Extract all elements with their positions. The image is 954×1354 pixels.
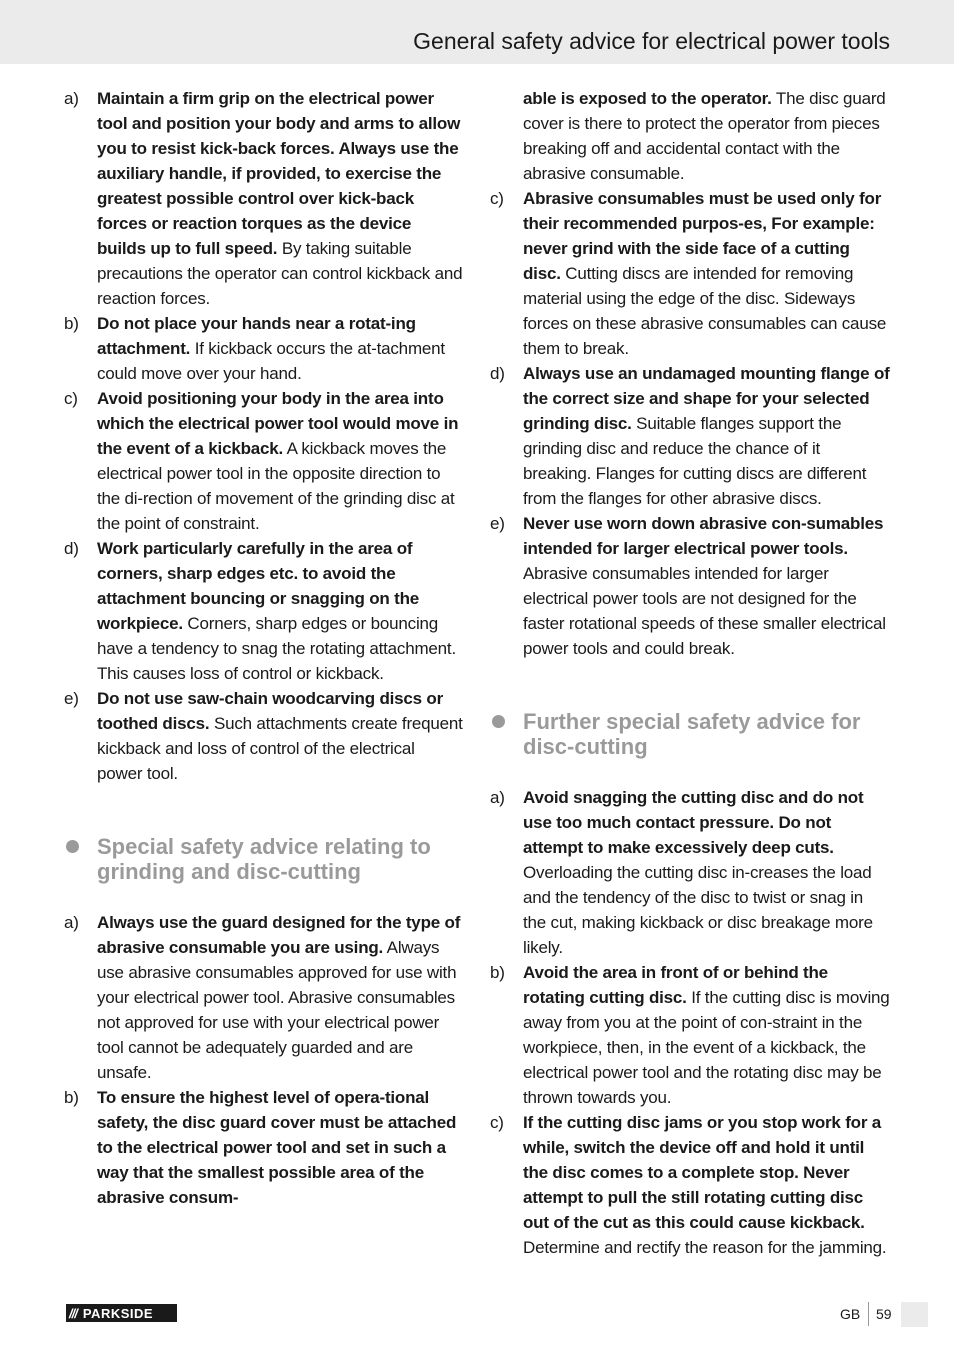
bullet-icon	[492, 715, 505, 728]
footer-divider	[868, 1302, 869, 1326]
language-code: GB	[840, 1306, 861, 1322]
item-text: A kickback moves the electrical power tool in the opposite direction to the di-rection of movement of the grinding disc at the point of constraint.	[97, 439, 455, 533]
list-item	[64, 1085, 464, 1210]
bullet-icon	[66, 840, 79, 853]
item-text: If the cutting disc is moving away from you at the point of con-straint in the workpiece, then, in the event of a kickback, the electrical power tool and the rotating disc may be thrown towards you.	[523, 988, 890, 1107]
list-item	[490, 186, 890, 361]
item-text: Corners, sharp edges or bouncing have a tendency to snag the rotating attachment. This causes loss of control or kickback.	[97, 614, 456, 683]
item-bold-text: Avoid positioning your body in the area into which the electrical power tool would move in the event of a kickback.	[97, 389, 459, 458]
item-letter: c)	[490, 189, 504, 208]
item-text: Suitable flanges support the grinding disc and reduce the chance of it breaking. Flanges for cutting discs are different from the flanges for other abrasive discs.	[523, 414, 867, 508]
left-column	[64, 86, 464, 1210]
item-bold-text: Abrasive consumables must be used only for their recommended purpos-es, For example: never grind with the side face of a cutting disc.	[523, 189, 882, 283]
list-item	[64, 386, 464, 536]
item-letter: a)	[64, 89, 79, 108]
item-bold-text: Never use worn down abrasive con-sumables intended for larger electrical power tools.	[523, 514, 884, 558]
item-text: Always use abrasive consumables approved for use with your electrical power tool. Abrasive consumables not approved for use with your electrical power tool cannot be adequately guarded and are unsafe.	[97, 938, 457, 1082]
section-heading-disc-cutting: Further special safety advice for disc-cutting	[490, 709, 890, 759]
item-letter: b)	[64, 1088, 79, 1107]
item-text: Determine and rectify the reason for the jamming.	[523, 1238, 887, 1257]
list-item	[64, 686, 464, 786]
continued-paragraph: able is exposed to the operator. The disc guard cover is there to protect the operator from pieces breaking off and accidental contact with the abrasive consumable.	[523, 89, 886, 183]
item-bold-text: Always use the guard designed for the type of abrasive consumable you are using.	[97, 913, 461, 957]
item-bold-text: Avoid snagging the cutting disc and do not use too much contact pressure. Do not attempt to make excessively deep cuts.	[523, 788, 864, 857]
footer-box	[901, 1302, 928, 1327]
item-bold-text: Maintain a firm grip on the electrical power tool and position your body and arms to allow you to resist kick-back forces. Always use the auxiliary handle, if provided, to exercise the greatest possible control over kick-back forces or reaction torques as the device builds up to full speed.	[97, 89, 461, 258]
item-text: Abrasive consumables intended for larger electrical power tools are not designed for the faster rotational speeds of these smaller electrical power tools and could break.	[523, 564, 886, 658]
item-text: Cutting discs are intended for removing material using the edge of the disc. Sideways forces on these abrasive consumables can cause them to break.	[523, 264, 887, 358]
item-bold-text: Always use an undamaged mounting flange of the correct size and shape for your selected grinding disc.	[523, 364, 890, 433]
item-text: If kickback occurs the at-tachment could move over your hand.	[97, 339, 445, 383]
item-bold-text: Do not place your hands near a rotat-ing attachment.	[97, 314, 416, 358]
section-heading-grinding: Special safety advice relating to grinding and disc-cutting	[64, 834, 464, 884]
parkside-logo: /// PARKSIDE	[66, 1304, 177, 1322]
item-letter: c)	[490, 1113, 504, 1132]
item-bold-text: Avoid the area in front of or behind the rotating cutting disc.	[523, 963, 828, 1007]
list-item	[490, 511, 890, 661]
list-item	[490, 960, 890, 1110]
page-title: General safety advice for electrical power tools	[413, 28, 890, 54]
right-column	[490, 86, 890, 1260]
item-bold-text: To ensure the highest level of opera-tional safety, the disc guard cover must be attached to the electrical power tool and set in such a way that the smallest possible area of the abrasive consum-	[97, 1088, 457, 1207]
list-item	[64, 910, 464, 1085]
list-item	[490, 1110, 890, 1260]
list-item	[64, 311, 464, 386]
item-text: Overloading the cutting disc in-creases the load and the tendency of the disc to twist or snag in the cut, making kickback or disc breakage more likely.	[523, 863, 873, 957]
item-bold-text: Work particularly carefully in the area of corners, sharp edges etc. to avoid the attachment bouncing or snagging on the workpiece.	[97, 539, 420, 633]
page-number: 59	[876, 1306, 892, 1322]
item-bold-text: If the cutting disc jams or you stop work for a while, switch the device off and hold it until the disc comes to a complete stop. Never attempt to pull the still rotating cutting disc out of the cut as this could cause kickback.	[523, 1113, 882, 1232]
item-letter: d)	[64, 539, 79, 558]
item-letter: e)	[64, 689, 79, 708]
item-bold-text: Do not use saw-chain woodcarving discs or toothed discs.	[97, 689, 444, 733]
list-item	[490, 785, 890, 960]
list-item	[490, 361, 890, 511]
item-letter: a)	[490, 788, 505, 807]
list-item	[64, 86, 464, 311]
item-letter: b)	[490, 963, 505, 982]
item-letter: d)	[490, 364, 505, 383]
item-letter: c)	[64, 389, 78, 408]
item-text: By taking suitable precautions the operator can control kickback and reaction forces.	[97, 239, 463, 308]
item-text: Such attachments create frequent kickback and loss of control of the electrical power tool.	[97, 714, 463, 783]
item-letter: e)	[490, 514, 505, 533]
list-item	[64, 536, 464, 686]
item-letter: a)	[64, 913, 79, 932]
item-letter: b)	[64, 314, 79, 333]
